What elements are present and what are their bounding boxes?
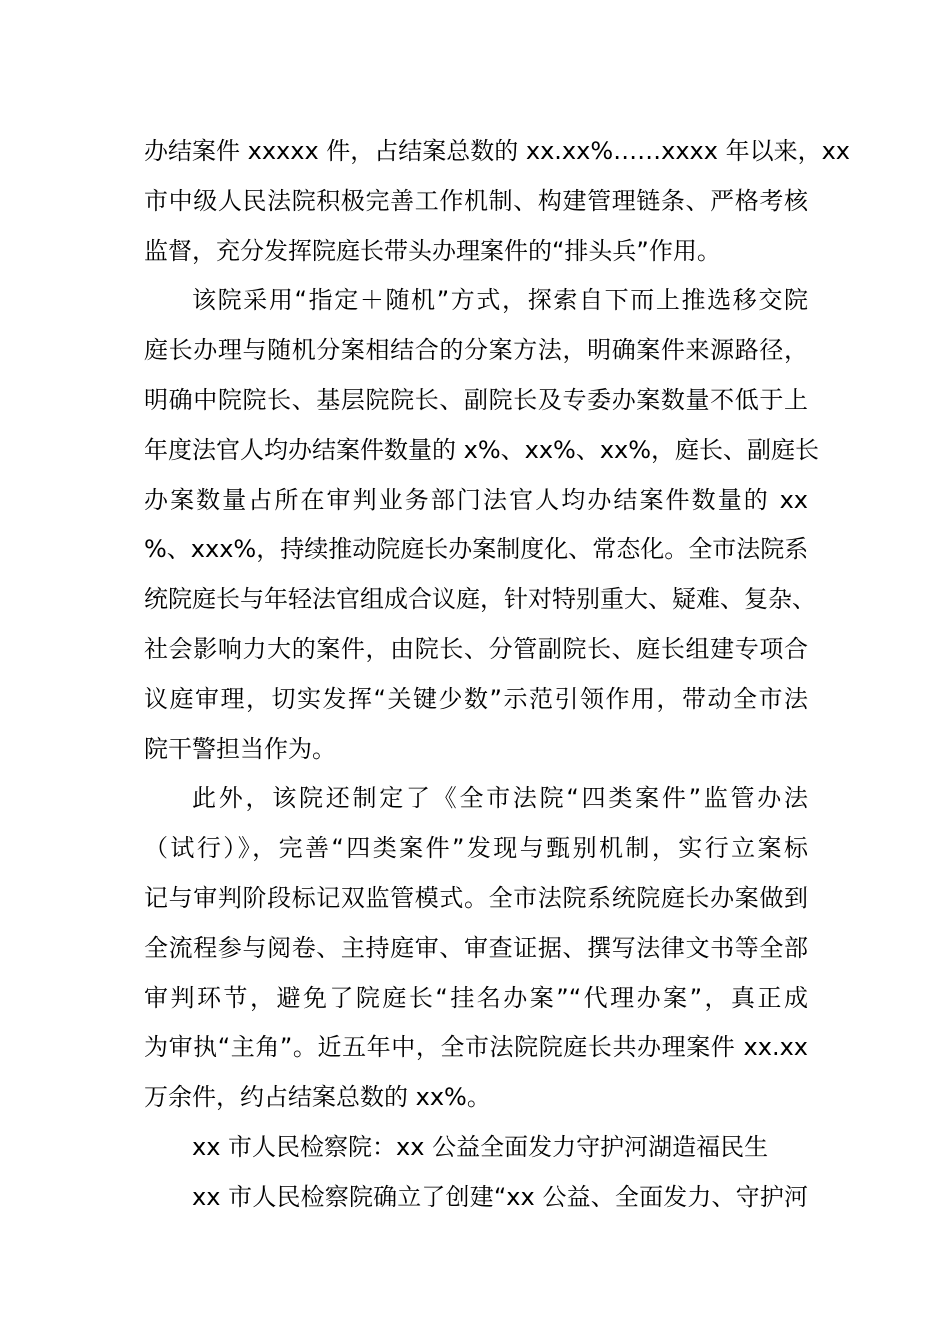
text-line: 记与审判阶段标记双监管模式。全市法院系统院庭长办案做到 bbox=[144, 883, 808, 912]
text-line: 此外，该院还制定了《全市法院“四类案件”监管办法 bbox=[192, 784, 808, 813]
text-line: 议庭审理，切实发挥“关键少数”示范引领作用，带动全市法 bbox=[144, 684, 808, 713]
paragraph-3 bbox=[144, 774, 808, 1123]
text-line: 年度法官人均办结案件数量的 x%、xx%、xx%，庭长、副庭长 bbox=[144, 435, 820, 464]
text-line: 社会影响力大的案件，由院长、分管副院长、庭长组建专项合 bbox=[144, 634, 808, 663]
text-line: 办案数量占所在审判业务部门法官人均办结案件数量的 xx bbox=[144, 485, 808, 514]
paragraph-1 bbox=[144, 127, 850, 276]
text-line: 明确中院院长、基层院院长、副院长及专委办案数量不低于上 bbox=[144, 385, 808, 414]
text-line: 办结案件 xxxxx 件，占结案总数的 xx.xx%……xxxx 年以来，xx bbox=[144, 137, 850, 165]
text-line: 万余件，约占结案总数的 xx%。 bbox=[144, 1083, 491, 1112]
text-line: 为审执“主角”。近五年中，全市法院院庭长共办理案件 xx.xx bbox=[144, 1033, 808, 1062]
text-line: %、xxx%，持续推动院庭长办案制度化、常态化。全市法院系 bbox=[144, 535, 809, 564]
text-line: 市中级人民法院积极完善工作机制、构建管理链条、严格考核 bbox=[144, 186, 808, 215]
document-body bbox=[144, 127, 850, 1223]
text-line: 全流程参与阅卷、主持庭审、审查证据、撰写法律文书等全部 bbox=[144, 933, 808, 962]
text-line: xx 市人民检察院确立了创建“xx 公益、全面发力、守护河 bbox=[192, 1182, 808, 1211]
text-line: 院干警担当作为。 bbox=[144, 734, 336, 763]
section-heading bbox=[144, 1123, 808, 1173]
text-line: 该院采用“指定＋随机”方式，探索自下而上推选移交院 bbox=[192, 286, 808, 315]
paragraph-2 bbox=[144, 276, 820, 774]
text-line: 庭长办理与随机分案相结合的分案方法，明确案件来源路径， bbox=[144, 336, 808, 365]
text-line: 监督，充分发挥院庭长带头办理案件的“排头兵”作用。 bbox=[144, 236, 721, 265]
text-line: 审判环节，避免了院庭长“挂名办案”“代理办案”，真正成 bbox=[144, 983, 808, 1012]
paragraph-5 bbox=[144, 1173, 808, 1223]
text-line: 统院庭长与年轻法官组成合议庭，针对特别重大、疑难、复杂、 bbox=[144, 585, 816, 614]
text-line: xx 市人民检察院：xx 公益全面发力守护河湖造福民生 bbox=[192, 1132, 769, 1161]
text-line: （试行）》，完善“四类案件”发现与甄别机制，实行立案标 bbox=[144, 834, 808, 863]
